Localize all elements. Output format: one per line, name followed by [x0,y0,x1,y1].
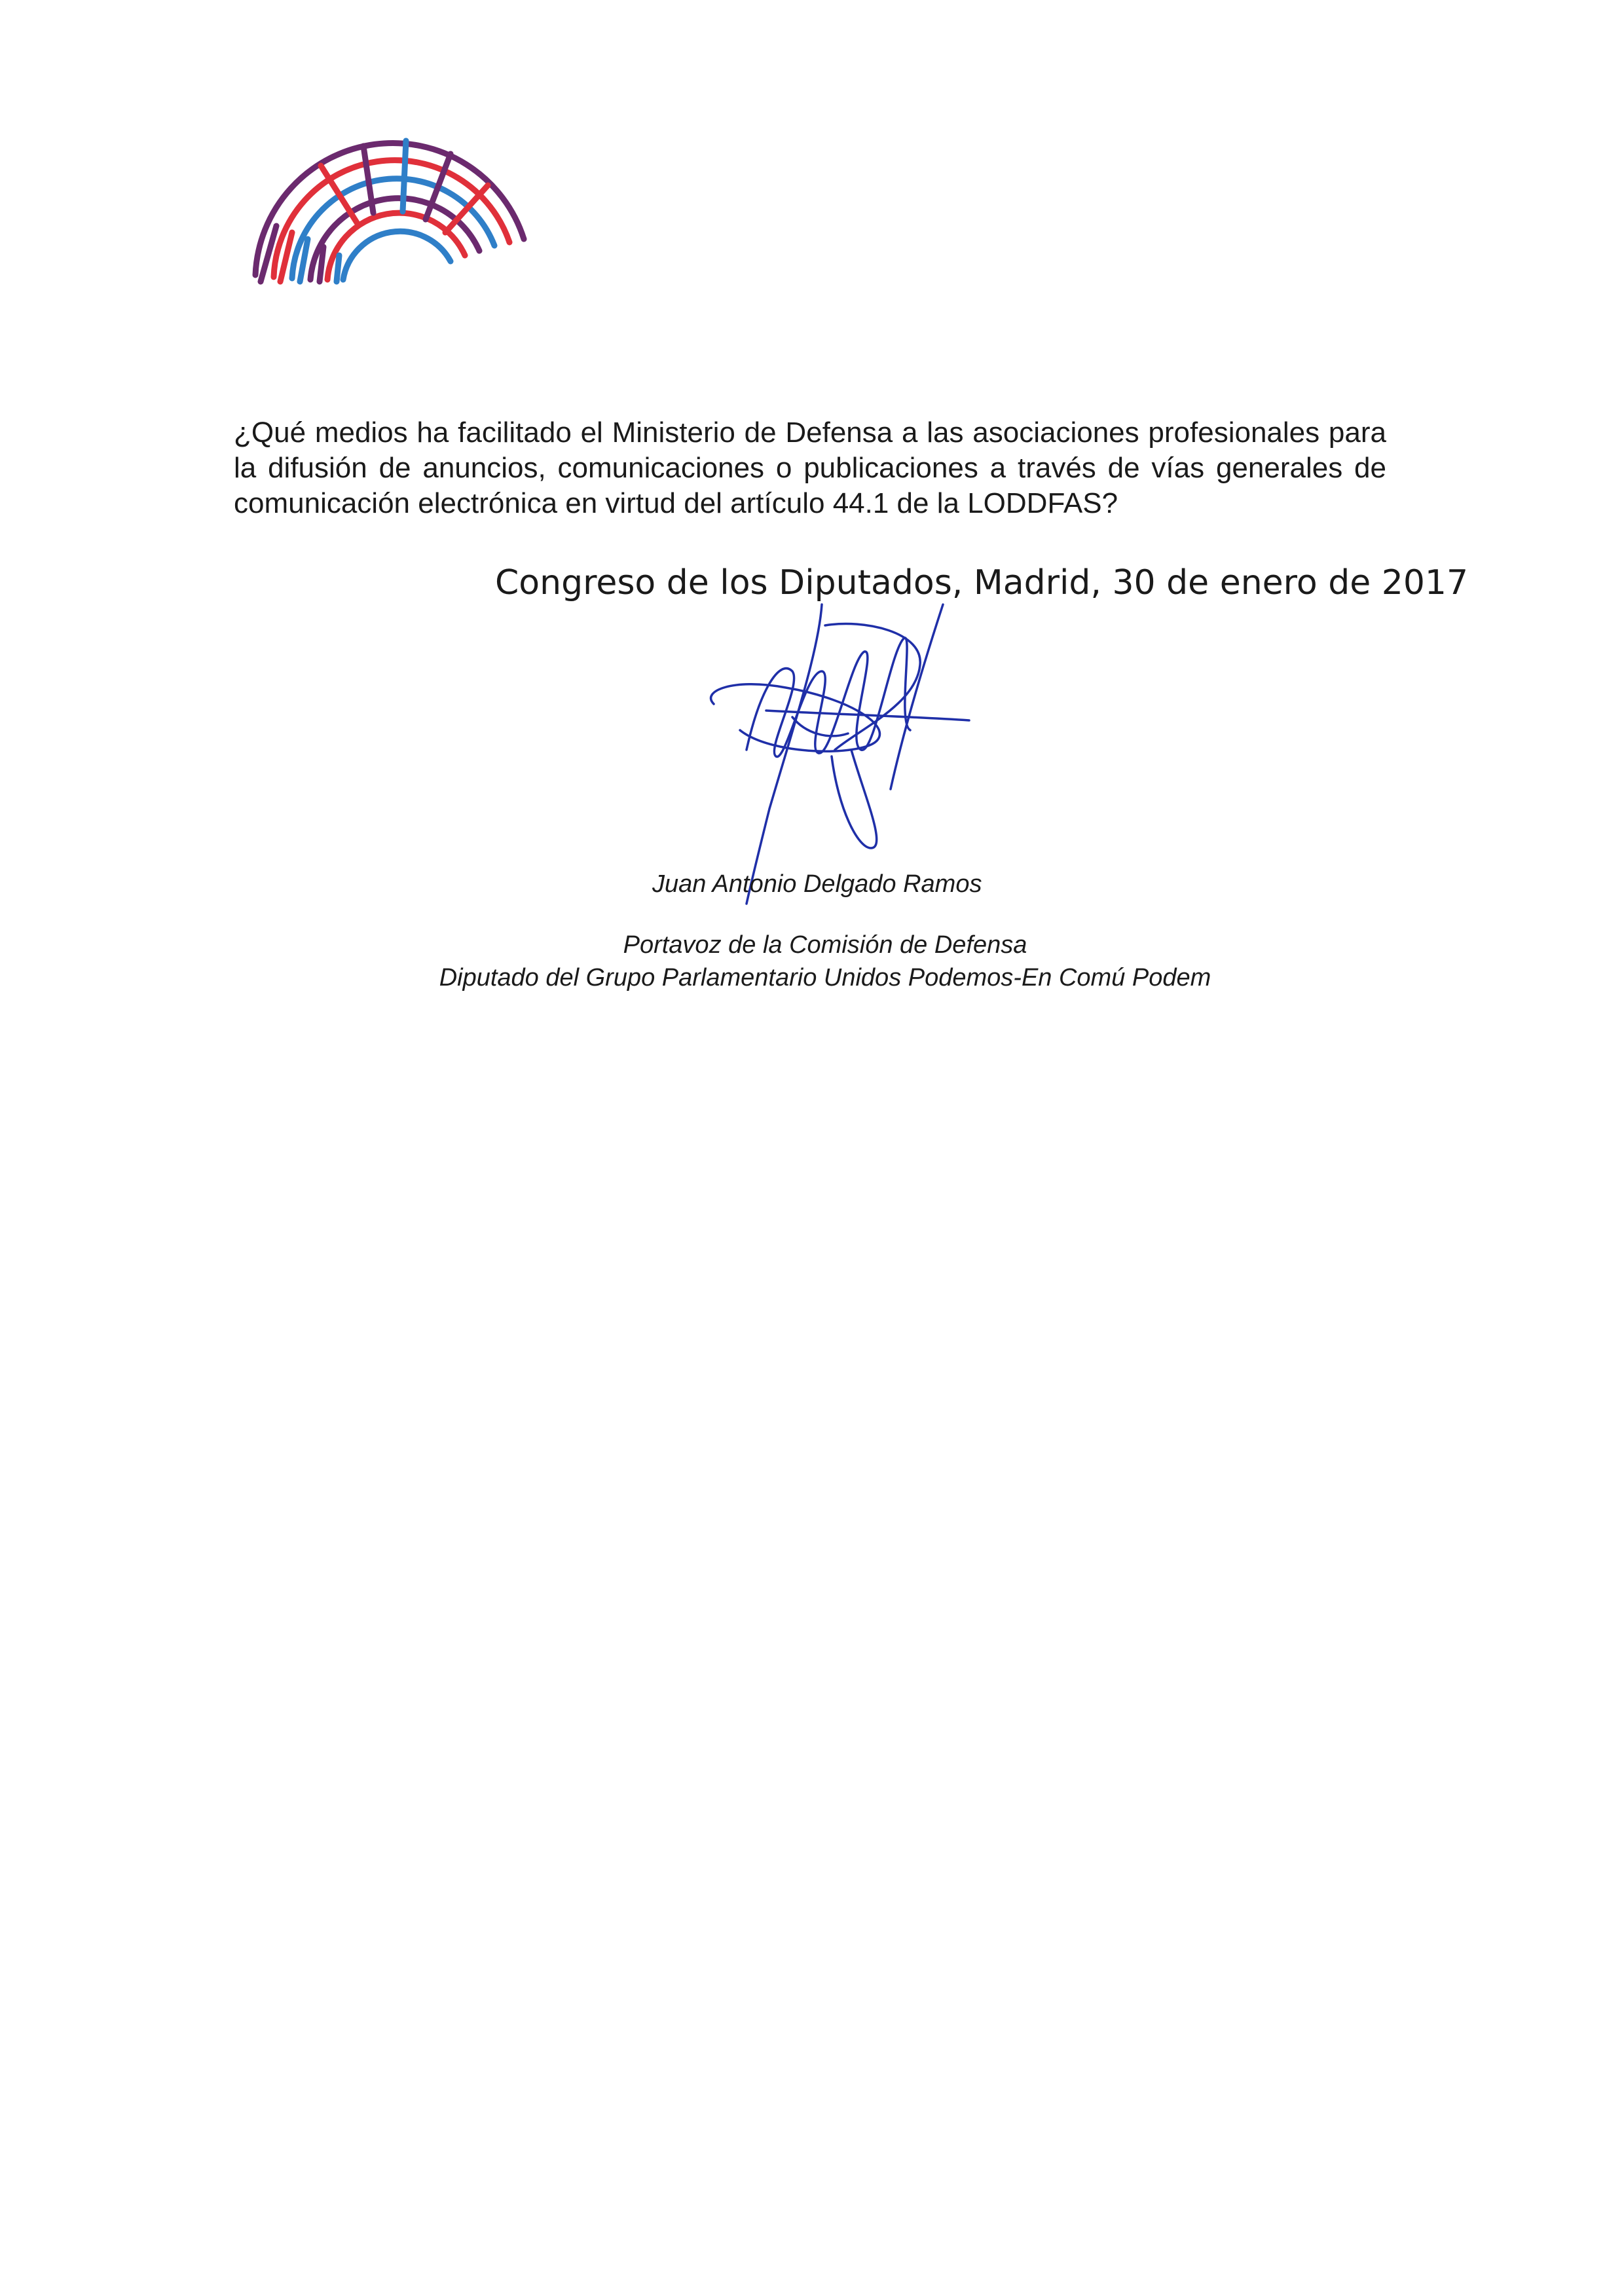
signature-icon [694,599,982,907]
congreso-logo-icon [242,128,537,291]
question-text: ¿Qué medios ha facilitado el Ministerio de Defensa a las asociaciones profesionales para la difusión de anuncios, comunicaciones o publicaciones a través de vías generales de comunicación electrónica en virtud del artículo 44.1 de la LODDFAS? [234,417,1386,519]
signer-name: Juan Antonio Delgado Ramos [652,870,982,898]
signer-role-block [393,929,1257,994]
signer-role-line-2: Diputado del Grupo Parlamentario Unidos Podemos-En Comú Podem [439,964,1211,991]
place-date: Congreso de los Diputados, Madrid, 30 de enero de 2017 [495,563,1469,602]
signer-role-line-1: Portavoz de la Comisión de Defensa [623,931,1027,959]
